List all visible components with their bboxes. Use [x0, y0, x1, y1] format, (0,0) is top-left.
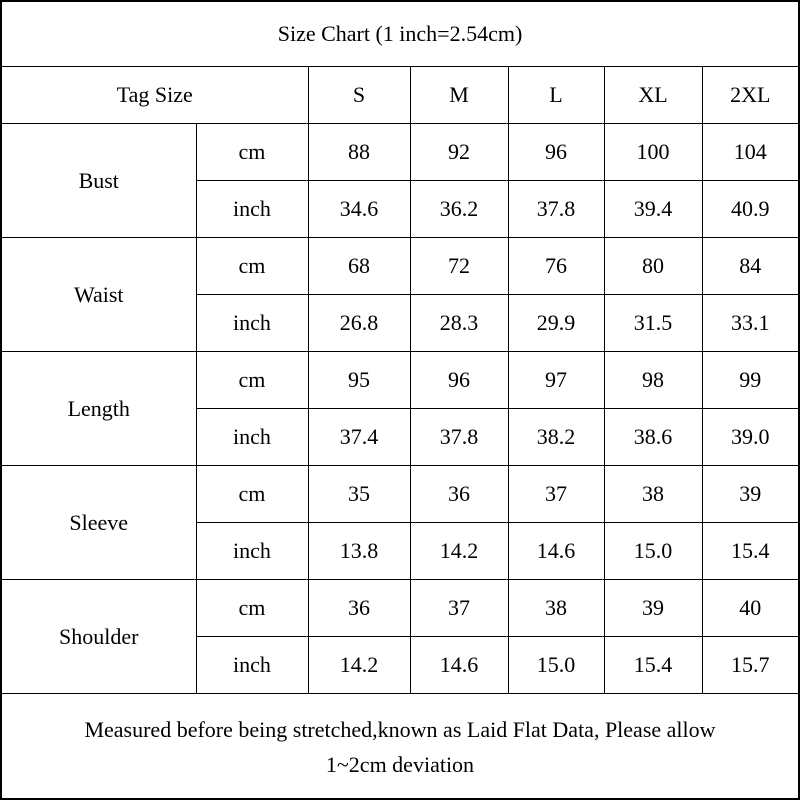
- value-cell: 26.8: [308, 295, 410, 352]
- value-cell: 37.4: [308, 409, 410, 466]
- value-cell: 39.4: [604, 181, 702, 238]
- value-cell: 14.6: [508, 523, 604, 580]
- unit-cell: inch: [196, 409, 308, 466]
- value-cell: 99: [702, 352, 798, 409]
- value-cell: 37: [508, 466, 604, 523]
- value-cell: 14.2: [410, 523, 508, 580]
- unit-cell: cm: [196, 466, 308, 523]
- value-cell: 37.8: [508, 181, 604, 238]
- value-cell: 15.0: [508, 637, 604, 694]
- value-cell: 96: [410, 352, 508, 409]
- unit-cell: inch: [196, 181, 308, 238]
- unit-cell: cm: [196, 238, 308, 295]
- value-cell: 100: [604, 124, 702, 181]
- value-cell: 68: [308, 238, 410, 295]
- value-cell: 15.7: [702, 637, 798, 694]
- value-cell: 39: [702, 466, 798, 523]
- value-cell: 36.2: [410, 181, 508, 238]
- unit-cell: inch: [196, 523, 308, 580]
- value-cell: 76: [508, 238, 604, 295]
- value-cell: 97: [508, 352, 604, 409]
- measure-label-shoulder: Shoulder: [2, 580, 196, 694]
- table-row: [2, 124, 798, 181]
- table-row: [2, 466, 798, 523]
- table-row: [2, 580, 798, 637]
- value-cell: 39: [604, 580, 702, 637]
- measure-label-length: Length: [2, 352, 196, 466]
- value-cell: 35: [308, 466, 410, 523]
- value-cell: 38.6: [604, 409, 702, 466]
- value-cell: 88: [308, 124, 410, 181]
- value-cell: 98: [604, 352, 702, 409]
- size-header-2xl: 2XL: [702, 67, 798, 124]
- unit-cell: cm: [196, 124, 308, 181]
- measure-label-waist: Waist: [2, 238, 196, 352]
- value-cell: 84: [702, 238, 798, 295]
- value-cell: 36: [410, 466, 508, 523]
- value-cell: 72: [410, 238, 508, 295]
- value-cell: 96: [508, 124, 604, 181]
- size-header-s: S: [308, 67, 410, 124]
- unit-cell: cm: [196, 352, 308, 409]
- value-cell: 33.1: [702, 295, 798, 352]
- value-cell: 36: [308, 580, 410, 637]
- value-cell: 37.8: [410, 409, 508, 466]
- size-header-l: L: [508, 67, 604, 124]
- value-cell: 29.9: [508, 295, 604, 352]
- measure-label-sleeve: Sleeve: [2, 466, 196, 580]
- value-cell: 14.6: [410, 637, 508, 694]
- measurement-note-line-2: 1~2cm deviation: [325, 752, 475, 777]
- size-header-m: M: [410, 67, 508, 124]
- size-header-xl: XL: [604, 67, 702, 124]
- header-row: [2, 67, 798, 124]
- measurement-note-line-1: Measured before being stretched,known as Laid Flat Data, Please allow: [84, 717, 716, 742]
- value-cell: 28.3: [410, 295, 508, 352]
- measurement-note: [2, 694, 798, 800]
- value-cell: 40: [702, 580, 798, 637]
- title-row: [2, 2, 798, 67]
- value-cell: 15.4: [702, 523, 798, 580]
- value-cell: 92: [410, 124, 508, 181]
- value-cell: 95: [308, 352, 410, 409]
- chart-title: Size Chart (1 inch=2.54cm): [2, 2, 798, 67]
- table-row: [2, 238, 798, 295]
- value-cell: 38: [508, 580, 604, 637]
- value-cell: 38: [604, 466, 702, 523]
- measure-label-bust: Bust: [2, 124, 196, 238]
- value-cell: 38.2: [508, 409, 604, 466]
- tag-size-label: Tag Size: [2, 67, 308, 124]
- value-cell: 15.0: [604, 523, 702, 580]
- value-cell: 34.6: [308, 181, 410, 238]
- value-cell: 104: [702, 124, 798, 181]
- unit-cell: inch: [196, 637, 308, 694]
- unit-cell: cm: [196, 580, 308, 637]
- size-table: [2, 2, 798, 694]
- value-cell: 14.2: [308, 637, 410, 694]
- unit-cell: inch: [196, 295, 308, 352]
- value-cell: 40.9: [702, 181, 798, 238]
- value-cell: 37: [410, 580, 508, 637]
- value-cell: 13.8: [308, 523, 410, 580]
- value-cell: 31.5: [604, 295, 702, 352]
- value-cell: 15.4: [604, 637, 702, 694]
- value-cell: 39.0: [702, 409, 798, 466]
- value-cell: 80: [604, 238, 702, 295]
- table-row: [2, 352, 798, 409]
